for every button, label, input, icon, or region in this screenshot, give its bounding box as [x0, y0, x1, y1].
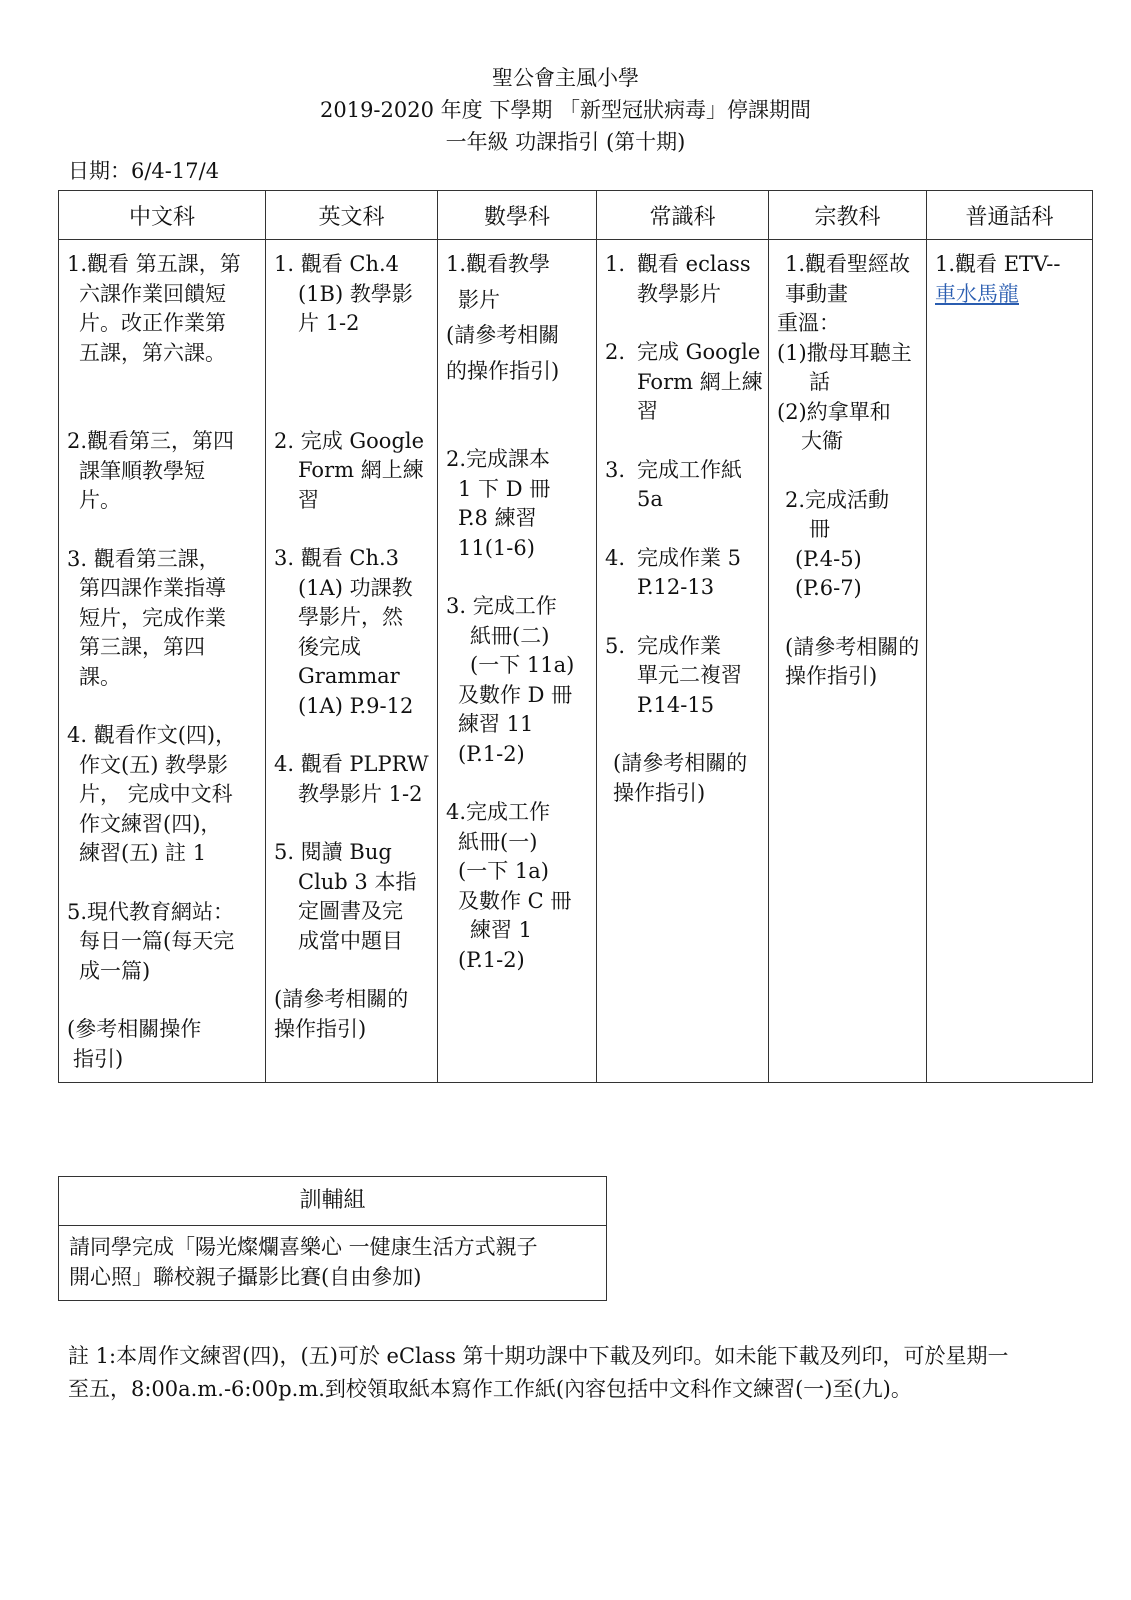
- table-header-row: [59, 191, 1093, 240]
- cell-english: [266, 240, 438, 1083]
- math-item-1: 1.觀看教學 影片 (請參考相關 的操作指引): [446, 252, 560, 383]
- cell-putonghua: [927, 240, 1093, 1083]
- table-row: [59, 240, 1093, 1083]
- col-english: 英文科: [266, 191, 438, 240]
- religion-sub-2: (2)約拿單和 大衞: [777, 399, 891, 453]
- footnote: 註 1:本周作文練習(四)，(五)可於 eClass 第十期功課中下載及列印。如未能下載及列印，可於星期一 至五，8:00a.m.-6:00p.m.到校領取紙本寫作工作紙(內容包括中文科作文練習(一)至(九)。: [68, 1344, 1009, 1401]
- english-item-3: 3. 觀看 Ch.3 (1A) 功課教 學影片，然 後完成 Grammar (1A) P.9-12: [274, 546, 414, 718]
- english-item-4: 4. 觀看 PLPRW 教學影片 1-2: [274, 752, 429, 806]
- math-item-3: 3. 完成工作 紙冊(二) (一下 11a) 及數作 D 冊 練習 11 (P.1-2): [446, 594, 575, 766]
- gs-reference-note: (請參考相關的 操作指引): [613, 751, 748, 805]
- guidance-title: 訓輔組: [59, 1177, 606, 1226]
- religion-reference-note: (請參考相關的 操作指引): [785, 634, 920, 688]
- gs-item-4: 4. 完成作業 5 P.12-13: [605, 545, 742, 599]
- chinese-item-3: 3. 觀看第三課， 第四課作業指導 短片，完成作業 第三課，第四 課。: [67, 546, 226, 689]
- cell-general-studies: [597, 240, 769, 1083]
- col-general-studies: 常識科: [597, 191, 769, 240]
- col-religion: 宗教科: [769, 191, 927, 240]
- chinese-item-1: 1.觀看 第五課，第 六課作業回饋短 片。改正作業第 五課，第六課。: [67, 252, 241, 365]
- guidance-box: [58, 1176, 607, 1301]
- page-header: [0, 62, 1131, 158]
- chinese-reference-note: (參考相關操作 指引): [67, 1017, 202, 1071]
- religion-item-2: 2.完成活動 冊 (P.4-5) (P.6-7): [785, 487, 890, 600]
- cell-math: [438, 240, 597, 1083]
- math-item-4: 4.完成工作 紙冊(一) (一下 1a) 及數作 C 冊 練習 1 (P.1-2): [446, 800, 572, 972]
- cell-religion: [769, 240, 927, 1083]
- etv-link[interactable]: 車水馬龍: [935, 281, 1019, 306]
- religion-item-1: 1.觀看聖經故 事動畫: [785, 252, 911, 306]
- grade-title: 一年級 功課指引 (第十期): [445, 130, 686, 154]
- homework-table: [58, 190, 1093, 1083]
- chinese-item-4: 4. 觀看作文(四)， 作文(五) 教學影 片， 完成中文科 作文練習(四)， 練習(五) 註 1: [67, 723, 237, 865]
- cell-chinese: [59, 240, 266, 1083]
- date-label: 日期：6/4-17/4: [68, 159, 220, 183]
- english-item-1: 1. 觀看 Ch.4 (1B) 教學影 片 1-2: [274, 252, 413, 335]
- english-item-5: 5. 閱讀 Bug Club 3 本指 定圖書及完 成當中題目: [274, 840, 417, 953]
- guidance-body: 請同學完成「陽光燦爛喜樂心 一健康生活方式親子 開心照」聯校親子攝影比賽(自由參加): [69, 1235, 538, 1289]
- gs-item-3: 3. 完成工作紙 5a: [605, 457, 742, 511]
- putonghua-item-1: 1.觀看 ETV--: [935, 252, 1061, 276]
- english-item-2: 2. 完成 Google Form 網上練 習: [274, 428, 425, 512]
- religion-review-label: 重溫：: [777, 311, 840, 335]
- chinese-item-2: 2.觀看第三，第四 課筆順教學短 片。: [67, 429, 235, 512]
- religion-sub-1: (1)撒母耳聽主 話: [777, 340, 912, 394]
- col-chinese: 中文科: [59, 191, 266, 240]
- math-item-2: 2.完成課本 1 下 D 冊 P.8 練習 11(1-6): [446, 447, 551, 560]
- english-reference-note: (請參考相關的 操作指引): [274, 987, 409, 1041]
- term-title: 2019-2020 年度 下學期 「新型冠狀病毒」停課期間: [319, 98, 811, 122]
- chinese-item-5: 5.現代教育網站： 每日一篇(每天完 成一篇): [67, 899, 235, 983]
- gs-item-2: 2. 完成 Google Form 網上練 習: [605, 340, 763, 423]
- school-name: 聖公會主風小學: [492, 66, 639, 90]
- col-putonghua: 普通話科: [927, 191, 1093, 240]
- col-math: 數學科: [438, 191, 597, 240]
- gs-item-1: 1. 觀看 eclass 教學影片: [605, 252, 751, 306]
- gs-item-5: 5. 完成作業 單元二複習 P.14-15: [605, 633, 742, 717]
